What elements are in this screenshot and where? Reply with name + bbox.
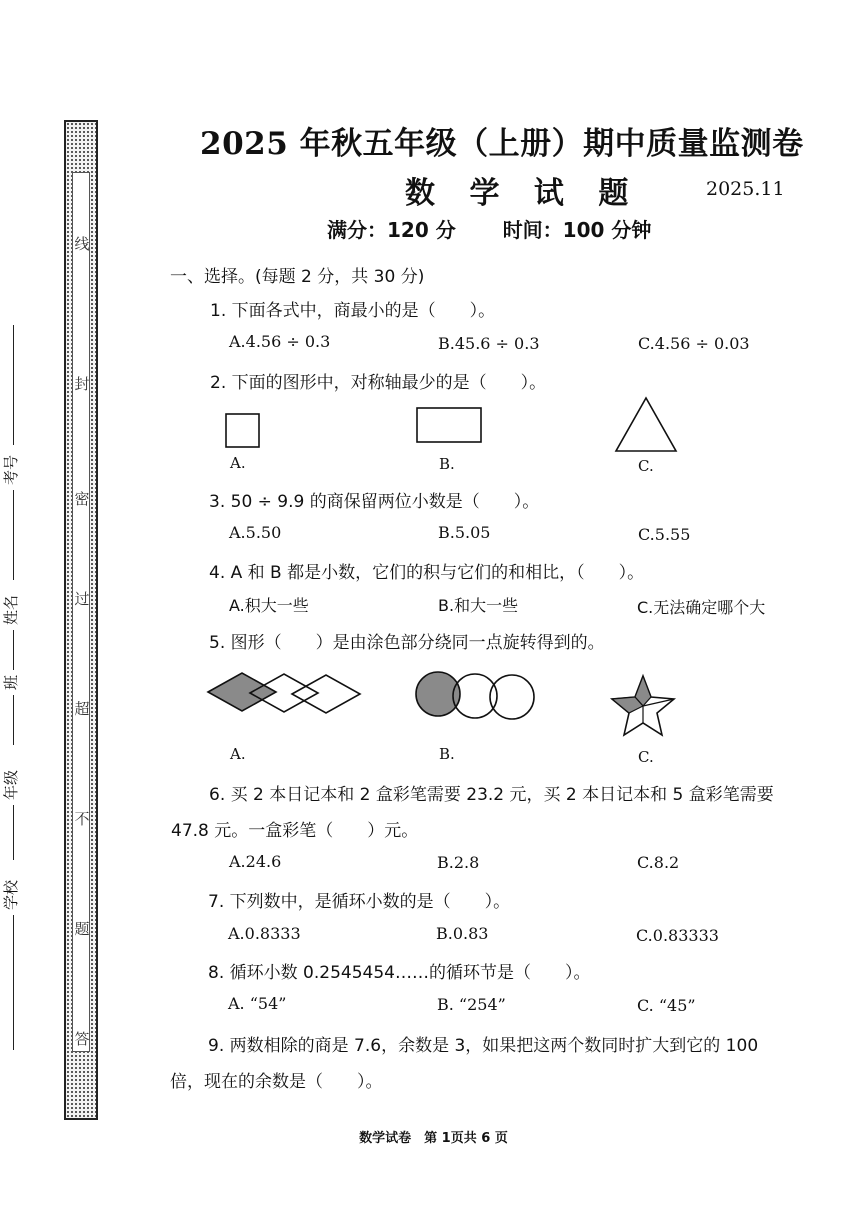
field-label-class: 班 [2,674,20,690]
exam-date: 2025.11 [706,178,785,200]
q4-option-b: B.和大一些 [438,596,519,615]
q7-option-b: B.0.83 [436,924,489,943]
q4-option-c: C.无法确定哪个大 [637,598,766,617]
diamond-shape [292,675,360,713]
q5-label-c: C. [638,748,654,766]
question-5: 5. 图形（ ）是由涂色部分绕同一点旋转得到的。 [209,633,605,653]
strip-char: 封 [74,375,90,393]
q3-option-a: A.5.50 [229,523,282,542]
exam-time: 时间：100 分钟 [502,218,652,242]
q2-label-c: C. [638,457,654,475]
q7-option-a: A.0.8333 [228,924,301,943]
strip-char: 不 [74,810,90,828]
question-6-line1: 6. 买 2 本日记本和 2 盒彩笔需要 23.2 元，买 2 本日记本和 5 盒彩笔需要 [209,785,774,805]
question-4: 4. A 和 B 都是小数，它们的积与它们的和相比，（ ）。 [209,563,645,583]
q3-option-c: C.5.55 [638,525,691,544]
field-label-exam-no: 考号 [2,454,20,485]
field-label-grade: 年级 [2,769,20,800]
q6-option-c: C.8.2 [637,853,680,872]
section-title: 一、选择。(每题 2 分，共 30 分) [170,267,425,287]
strip-char: 答 [74,1030,90,1048]
q3-option-b: B.5.05 [438,523,491,542]
question-6-line2: 47.8 元。一盒彩笔（ ）元。 [171,821,419,841]
q8-option-b: B. “254” [437,995,506,1014]
field-label-school: 学校 [2,879,20,910]
question-2: 2. 下面的图形中，对称轴最少的是（ ）。 [210,373,547,393]
question-1: 1. 下面各式中，商最小的是（ ）。 [210,301,496,321]
strip-char: 超 [74,700,90,718]
question-3: 3. 50 ÷ 9.9 的商保留两位小数是（ ）。 [209,492,540,512]
q8-option-a: A. “54” [228,994,287,1013]
q1-option-c: C.4.56 ÷ 0.03 [638,334,750,353]
q7-option-c: C.0.83333 [636,926,719,945]
strip-char: 题 [74,920,90,938]
q2-label-b: B. [439,455,455,473]
q1-option-b: B.45.6 ÷ 0.3 [438,334,540,353]
q6-option-b: B.2.8 [437,853,480,872]
strip-char: 密 [74,490,90,508]
shaded-diamond [208,673,276,711]
strip-char: 线 [74,235,90,253]
question-9-line1: 9. 两数相除的商是 7.6，余数是 3，如果把这两个数同时扩大到它的 100 [208,1036,759,1056]
q2-label-a: A. [230,454,246,472]
q5-label-b: B. [439,745,455,763]
page-subtitle: 数 学 试 题 [405,176,641,211]
question-7: 7. 下列数中，是循环小数的是（ ）。 [208,892,511,912]
field-label-name: 姓名 [2,594,20,625]
q4-option-a: A.积大一些 [229,596,309,615]
q6-option-a: A.24.6 [229,852,282,871]
page-footer: 数学试卷 第 1页共 6 页 [359,1131,508,1146]
q5-label-a: A. [230,745,246,763]
strip-char: 过 [74,590,90,608]
question-9-line2: 倍，现在的余数是（ ）。 [170,1072,383,1092]
question-8: 8. 循环小数 0.2545454……的循环节是（ ）。 [208,963,591,983]
q1-option-a: A.4.56 ÷ 0.3 [229,332,331,351]
page-title: 2025 年秋五年级（上册）期中质量监测卷 [200,126,804,162]
q8-option-c: C. “45” [637,996,696,1015]
full-score: 满分：120 分 [327,218,456,242]
